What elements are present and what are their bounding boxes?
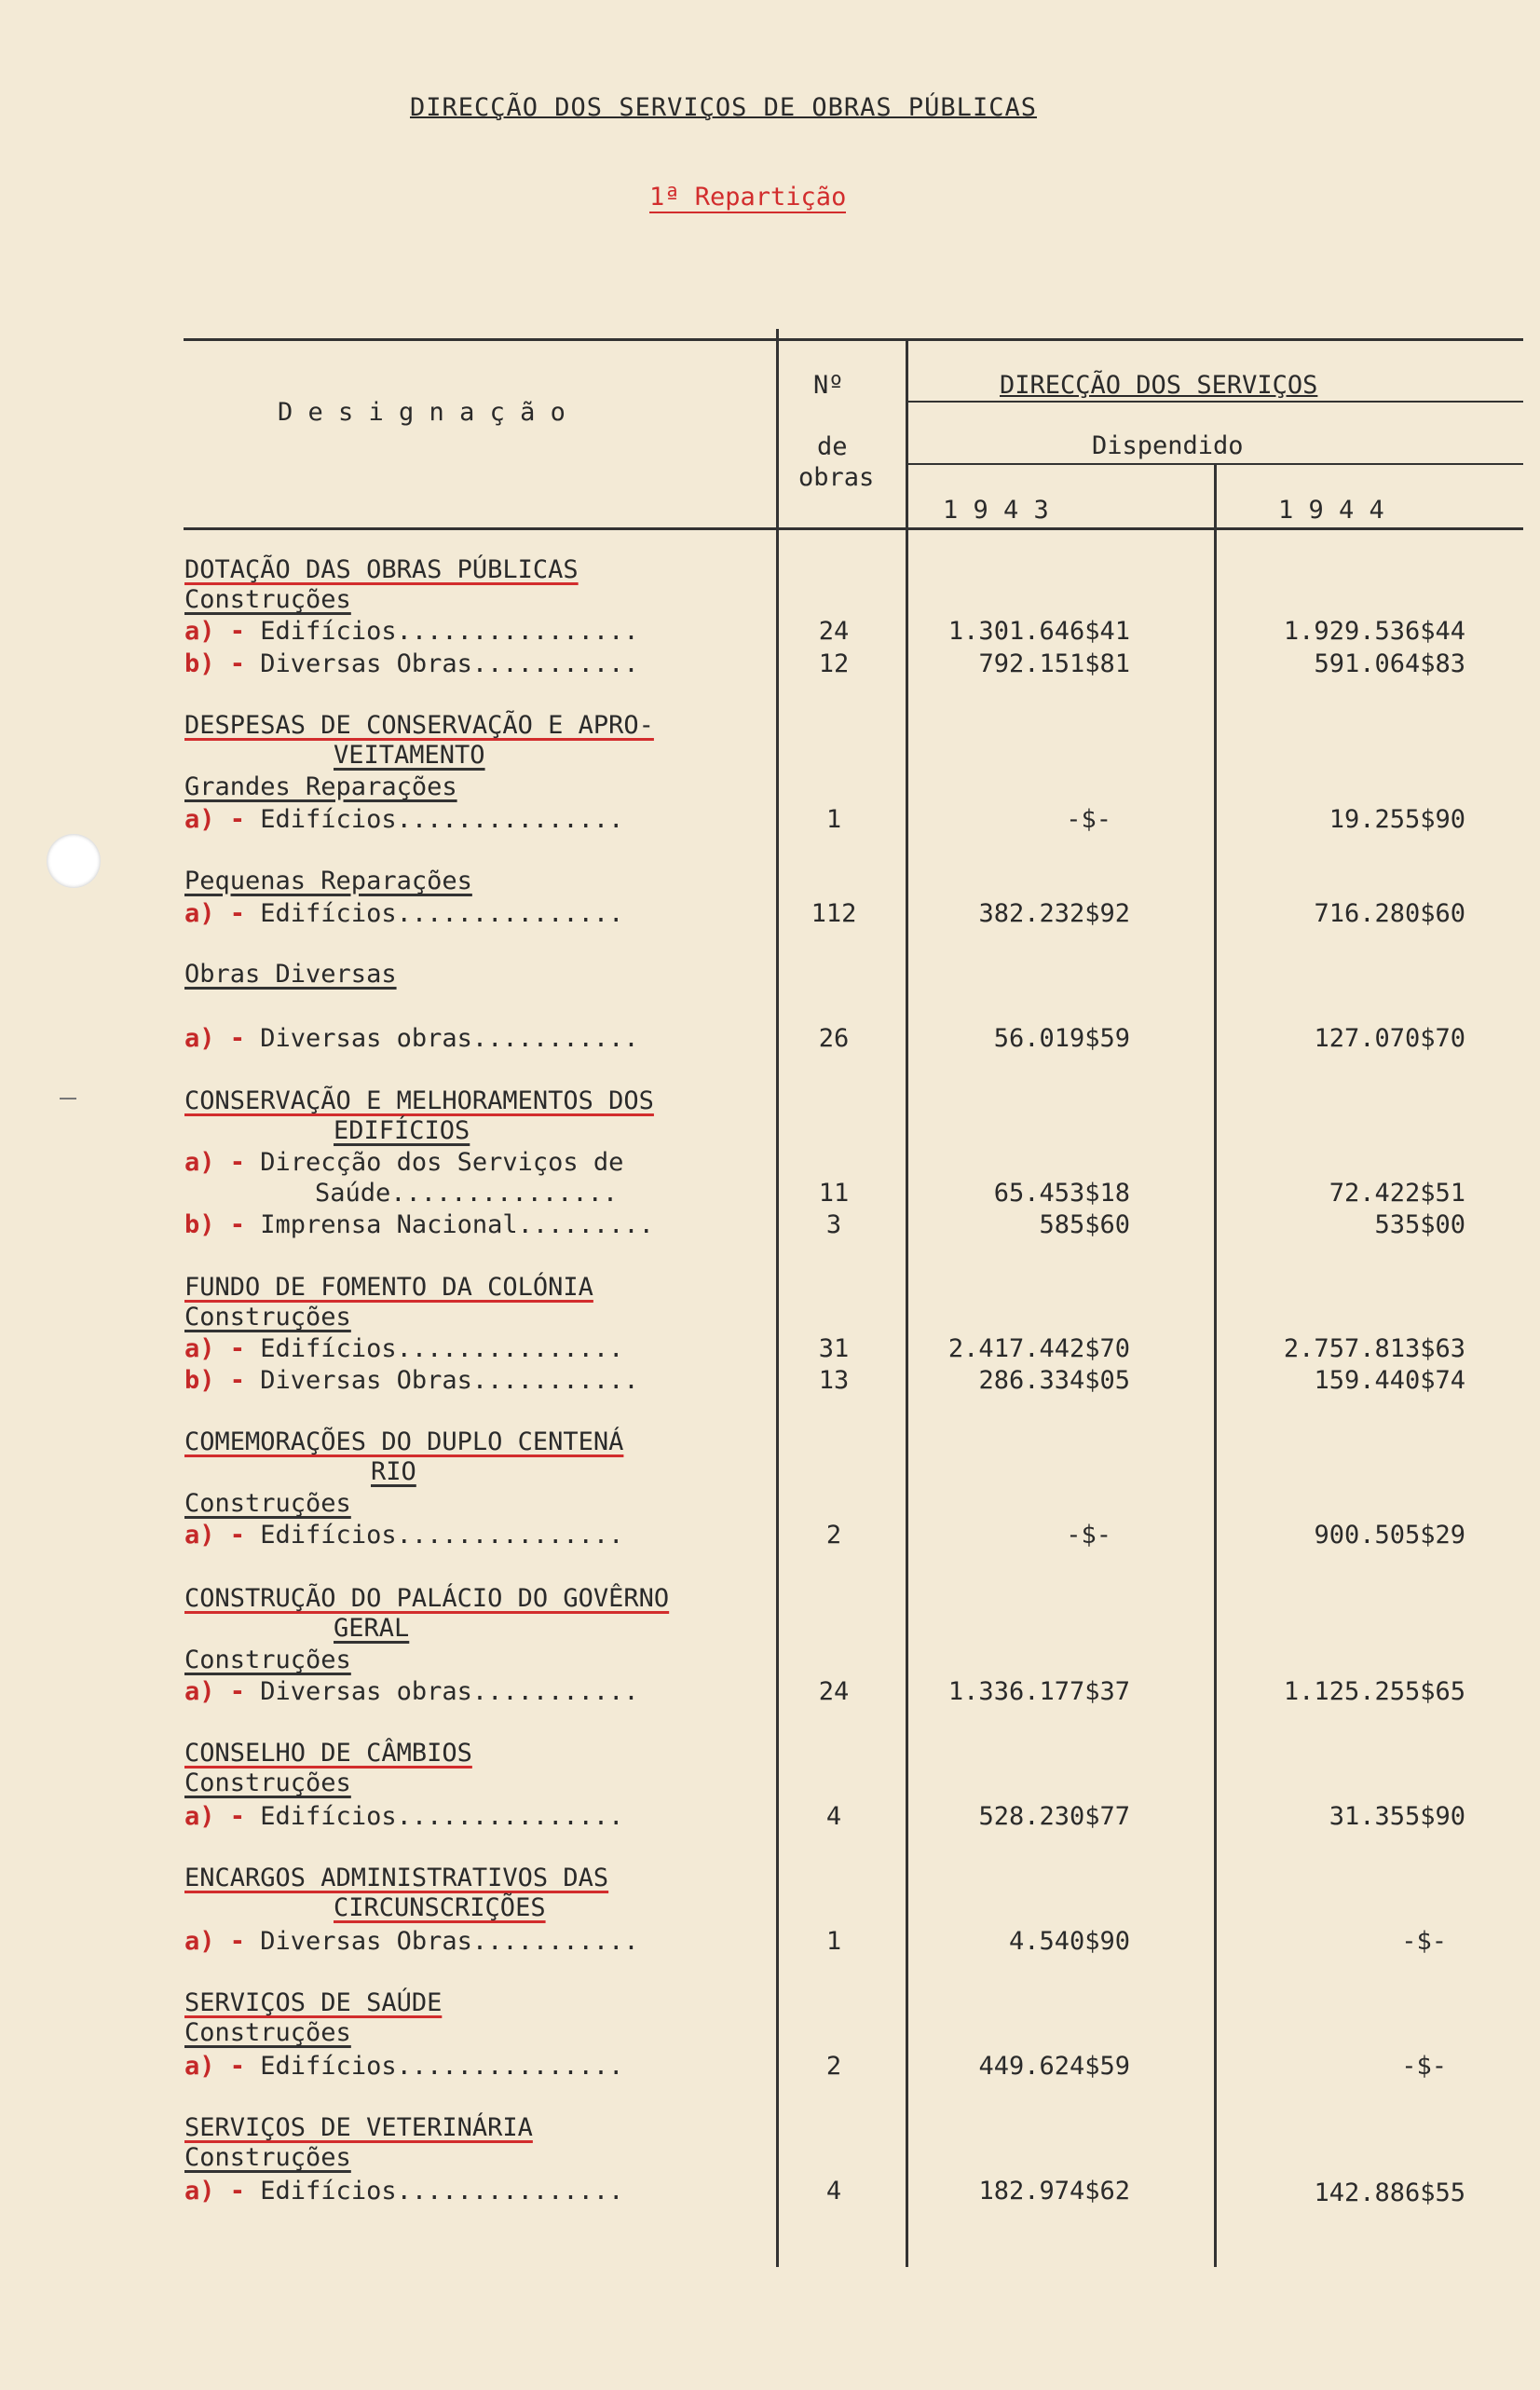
page-title: DIRECÇÃO DOS SERVIÇOS DE OBRAS PÚBLICAS — [410, 93, 1037, 122]
row-count: 1 — [825, 1927, 842, 1956]
section-subtitle: Construções — [184, 1646, 351, 1674]
row-value-1944: 591.064$83 — [1314, 649, 1465, 678]
table-row-continued: Saúde............... — [315, 1179, 619, 1208]
row-count: 24 — [818, 1677, 850, 1706]
section-subtitle: Pequenas Reparações — [184, 867, 472, 895]
margin-mark — [60, 1098, 76, 1099]
row-value-1944: -$- — [1401, 1927, 1447, 1956]
punch-hole — [47, 834, 101, 888]
row-value-1944: 19.255$90 — [1329, 805, 1465, 834]
row-value-1944: 900.505$29 — [1314, 1521, 1465, 1550]
page-subtitle: 1ª Repartição — [649, 183, 847, 212]
row-count: 112 — [811, 899, 857, 928]
table-row: a) - Edifícios............... — [184, 899, 624, 928]
section-subtitle: Grandes Reparações — [184, 772, 457, 801]
section-title: DESPESAS DE CONSERVAÇÃO E APRO- — [184, 711, 654, 740]
row-value-1943: 2.417.442$70 — [947, 1334, 1130, 1363]
header-count-mid: de — [817, 432, 848, 461]
section-subtitle: Construções — [184, 2143, 351, 2172]
table-row: a) - Edifícios............... — [184, 2177, 624, 2206]
row-value-1943: 65.453$18 — [993, 1179, 1130, 1208]
row-value-1944: 535$00 — [1374, 1210, 1465, 1239]
row-count: 24 — [818, 617, 850, 646]
col-divider-3 — [1214, 464, 1217, 2267]
row-value-1944: 142.886$55 — [1314, 2178, 1465, 2207]
row-value-1943: -$- — [1066, 1521, 1111, 1550]
table-row: b) - Diversas Obras........... — [184, 649, 639, 678]
row-count: 3 — [825, 1210, 842, 1239]
row-count: 4 — [825, 2177, 842, 2206]
header-bottom-rule — [184, 527, 1523, 530]
row-value-1944: 2.757.813$63 — [1283, 1334, 1465, 1363]
table-row: a) - Direcção dos Serviços de — [184, 1148, 624, 1177]
table-row: a) - Edifícios............... — [184, 2052, 624, 2081]
row-value-1944: 72.422$51 — [1329, 1179, 1465, 1208]
section-title-continued: VEITAMENTO — [334, 741, 485, 770]
row-value-1944: 159.440$74 — [1314, 1366, 1465, 1395]
row-count: 11 — [818, 1179, 850, 1208]
section-title: FUNDO DE FOMENTO DA COLÓNIA — [184, 1273, 593, 1302]
row-value-1943: 585$60 — [1039, 1210, 1130, 1239]
section-subtitle: Construções — [184, 1303, 351, 1332]
group-rule — [908, 401, 1523, 403]
row-value-1944: 716.280$60 — [1314, 899, 1465, 928]
table-top-rule — [184, 338, 1523, 341]
col-divider-2 — [906, 338, 908, 2267]
header-count-top: Nº — [813, 371, 844, 400]
section-subtitle: Obras Diversas — [184, 960, 397, 989]
table-row: a) - Diversas obras........... — [184, 1677, 639, 1706]
col-divider-1 — [776, 329, 779, 2267]
row-value-1943: 56.019$59 — [993, 1024, 1130, 1053]
row-value-1944: 127.070$70 — [1314, 1024, 1465, 1053]
header-year-1944: 1 9 4 4 — [1278, 496, 1384, 525]
row-value-1943: 182.974$62 — [978, 2177, 1130, 2206]
section-title: COMEMORAÇÕES DO DUPLO CENTENÁ — [184, 1427, 624, 1456]
section-title-continued: CIRCUNSCRIÇÕES — [334, 1893, 546, 1922]
section-subtitle: Construções — [184, 1769, 351, 1797]
row-count: 31 — [818, 1334, 850, 1363]
row-count: 26 — [818, 1024, 850, 1053]
row-value-1944: 1.125.255$65 — [1283, 1677, 1465, 1706]
table-row: a) - Diversas Obras........... — [184, 1927, 639, 1956]
row-value-1943: 382.232$92 — [978, 899, 1130, 928]
header-spent: Dispendido — [1092, 431, 1244, 460]
section-title-continued: EDIFÍCIOS — [334, 1116, 470, 1145]
section-title: SERVIÇOS DE SAÚDE — [184, 1988, 443, 2017]
section-title: DOTAÇÃO DAS OBRAS PÚBLICAS — [184, 555, 579, 584]
row-value-1943: -$- — [1066, 805, 1111, 834]
row-count: 12 — [818, 649, 850, 678]
table-row: b) - Imprensa Nacional......... — [184, 1210, 654, 1239]
row-value-1944: 31.355$90 — [1329, 1802, 1465, 1831]
table-row: b) - Diversas Obras........... — [184, 1366, 639, 1395]
section-subtitle: Construções — [184, 2018, 351, 2047]
section-title: ENCARGOS ADMINISTRATIVOS DAS — [184, 1864, 609, 1892]
section-title: SERVIÇOS DE VETERINÁRIA — [184, 2113, 533, 2142]
section-title-continued: RIO — [371, 1457, 416, 1486]
section-subtitle: Construções — [184, 1489, 351, 1518]
table-row: a) - Edifícios............... — [184, 1521, 624, 1550]
row-value-1943: 4.540$90 — [1008, 1927, 1130, 1956]
row-value-1943: 449.624$59 — [978, 2052, 1130, 2081]
section-title: CONSELHO DE CÂMBIOS — [184, 1739, 472, 1768]
row-count: 1 — [825, 805, 842, 834]
row-value-1943: 286.334$05 — [978, 1366, 1130, 1395]
header-count-bot: obras — [798, 463, 875, 492]
header-year-1943: 1 9 4 3 — [943, 496, 1049, 525]
header-group: DIRECÇÃO DOS SERVIÇOS — [1000, 371, 1318, 400]
table-row: a) - Diversas obras........... — [184, 1024, 639, 1053]
section-subtitle: Construções — [184, 585, 351, 614]
table-row: a) - Edifícios............... — [184, 1334, 624, 1363]
row-count: 2 — [825, 1521, 842, 1550]
section-title: CONSTRUÇÃO DO PALÁCIO DO GOVÊRNO — [184, 1584, 670, 1613]
table-row: a) - Edifícios............... — [184, 1802, 624, 1831]
row-count: 13 — [818, 1366, 850, 1395]
row-value-1944: -$- — [1401, 2052, 1447, 2081]
row-count: 2 — [825, 2052, 842, 2081]
row-count: 4 — [825, 1802, 842, 1831]
table-row: a) - Edifícios............... — [184, 805, 624, 834]
row-value-1944: 1.929.536$44 — [1283, 617, 1465, 646]
table-row: a) - Edifícios................ — [184, 617, 639, 646]
row-value-1943: 528.230$77 — [978, 1802, 1130, 1831]
row-value-1943: 1.336.177$37 — [947, 1677, 1130, 1706]
section-title: CONSERVAÇÃO E MELHORAMENTOS DOS — [184, 1086, 654, 1115]
row-value-1943: 1.301.646$41 — [947, 617, 1130, 646]
header-designation: D e s i g n a ç ã o — [278, 398, 566, 427]
section-title-continued: GERAL — [334, 1614, 410, 1643]
row-value-1943: 792.151$81 — [978, 649, 1130, 678]
